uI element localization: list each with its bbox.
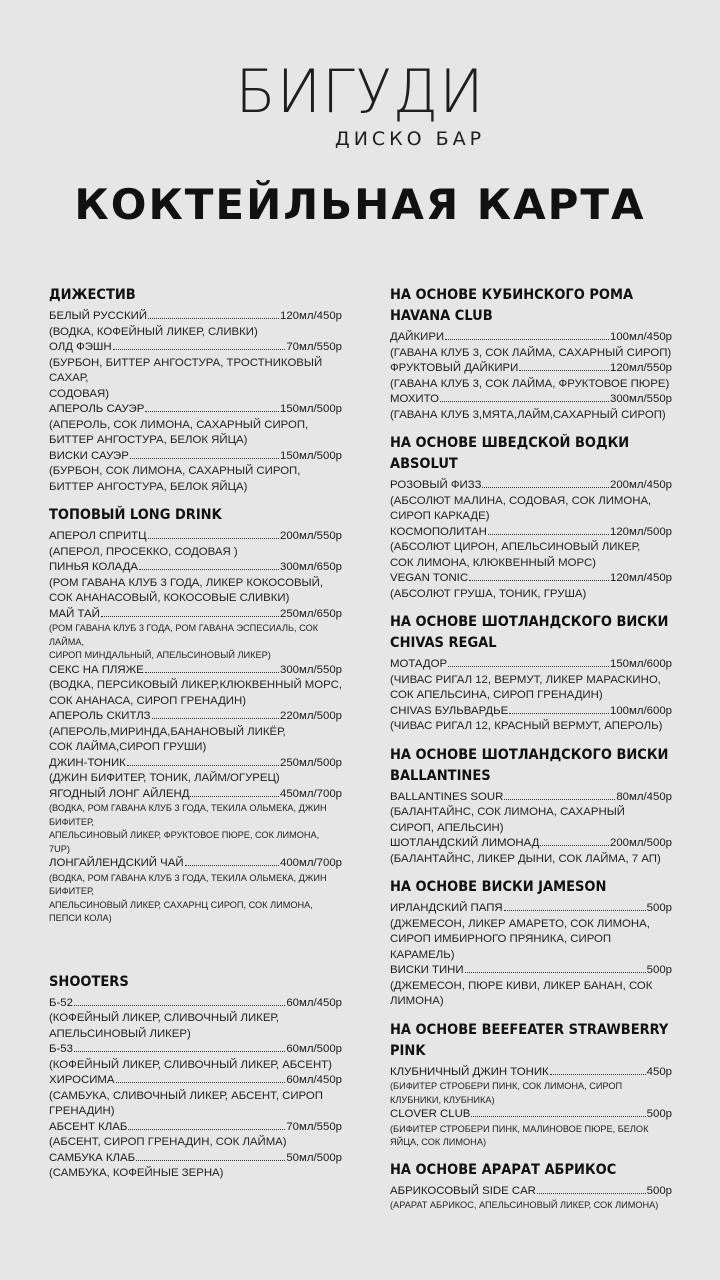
item-price: 250мл/650р [280,607,342,620]
item-name: ХИРОСИМА [49,1074,115,1086]
item-name: АБРИКОСОВЫЙ SIDE CAR [390,1184,536,1197]
menu-item [49,607,342,663]
item-description: (КОФЕЙНЫЙ ЛИКЕР, СЛИВОЧНЫЙ ЛИКЕР, [49,1012,280,1024]
section-title-line: НА ОСНОВЕ ШВЕДСКОЙ ВОДКИ ABSOLUT [390,435,630,472]
item-name: CHIVAS БУЛЬВАРДЬЕ [390,704,509,717]
item-price: 200мл/450р [610,479,672,491]
menu-item-row [49,1120,342,1136]
dot-leader [113,349,286,350]
dot-leader [145,672,279,673]
item-name: ВИСКИ ТИНИ [390,964,464,976]
item-description: (САМБУКА, СЛИВОЧНЫЙ ЛИКЕР, АБСЕНТ, СИРОП ГРЕНАДИН) [49,1089,323,1117]
section-title-line: НА ОСНОВЕ ШОТЛАНДСКОГО ВИСКИ [390,746,669,763]
menu-item [390,361,672,392]
item-description: (БУРБОН, БИТТЕР АНГОСТУРА, ТРОСТНИКОВЫЙ САХАР, [49,356,323,384]
dot-leader [101,616,279,617]
item-price: 400мл/700р [280,857,342,869]
menu-item-row [49,607,342,623]
item-price: 200мл/500р [610,837,672,849]
section-title-line: НА ОСНОВЕ ШОТЛАНДСКОГО ВИСКИ [390,614,669,630]
item-description: СИРОП КАРКАДЕ) [390,510,490,522]
item-name: ПИНЬЯ КОЛАДА [49,561,138,573]
item-price: 450мл/700р [280,787,342,800]
section-title-line: НА ОСНОВЕ АРАРАТ АБРИКОС [390,1161,617,1178]
dot-leader [116,1082,286,1083]
item-description: (АПЕРОЛ, ПРОСЕККО, СОДОВАЯ ) [49,545,238,558]
menu-section [390,877,672,1010]
page-title: КОКТЕЙЛЬНАЯ КАРТА [74,180,646,229]
item-description: СИРОП МИНДАЛЬНЫЙ, АПЕЛЬСИНОВЫЙ ЛИКЕР) [49,650,271,660]
item-price: 80мл/450р [616,790,672,803]
logo-subtitle: ДИСКО БАР [334,128,486,150]
item-name: АБСЕНТ КЛАБ [49,1120,128,1133]
menu-item-row [49,1042,342,1058]
menu-section [390,433,672,602]
item-price: 120мл/550р [610,362,672,374]
dot-leader [130,458,279,459]
item-description: (АПЕРОЛЬ, СОК ЛИМОНА, САХАРНЫЙ СИРОП, [49,418,309,431]
menu-item-row [390,525,672,541]
menu-item-row [390,963,672,979]
menu-item [49,856,342,926]
item-description: (БАЛАНТАЙНС, СОК ЛИМОНА, САХАРНЫЙ СИРОП, АПЕЛЬСИН) [390,806,625,834]
section-title [390,433,672,475]
menu-item [390,330,672,361]
menu-item [49,1151,342,1182]
menu-item [390,963,672,1010]
item-price: 500р [646,1108,672,1120]
menu-item-row [390,836,672,852]
item-description: СОК АНАНАСОВЫЙ, КОКОСОВЫЕ СЛИВКИ) [49,592,290,604]
section-title [390,1020,672,1062]
item-description: (ДЖЕМЕСОН, ПЮРЕ КИВИ, ЛИКЕР БАНАН, СОК ЛИМОНА) [390,979,653,1007]
menu-item-row [49,529,342,545]
menu-item [49,529,342,560]
item-name: ЛОНГАЙЛЕНДСКИЙ ЧАЙ [49,857,184,869]
menu-item [49,663,342,710]
item-price: 120мл/450р [610,572,672,584]
menu-item [49,1073,342,1120]
item-price: 120мл/500р [610,525,672,538]
item-name: АПЕРОЛЬ САУЭР [49,403,145,415]
menu-item-row [49,787,342,803]
menu-item-row [49,709,342,725]
menu-item-row [49,756,342,772]
item-description: (БУРБОН, СОК ЛИМОНА, САХАРНЫЙ СИРОП, [49,465,301,477]
section-spacer [49,936,342,972]
menu-item-row [49,309,342,325]
item-description: (ГАВАНА КЛУБ 3,МЯТА,ЛАЙМ,САХАРНЫЙ СИРОП) [390,408,666,421]
dot-leader [128,1129,285,1130]
menu-item [49,756,342,787]
menu-item-row [49,560,342,576]
section-title: SHOOTERS [49,973,129,990]
menu-section [390,1020,672,1150]
item-description: (АРАРАТ АБРИКОС, АПЕЛЬСИНОВЫЙ ЛИКЕР, СОК ЛИМОНА) [390,1200,659,1210]
item-price: 150мл/500р [280,449,342,462]
item-description: (АБСОЛЮТ ГРУША, ТОНИК, ГРУША) [390,587,587,600]
dot-leader [127,765,279,766]
section-title: ТОПОВЫЙ LONG DRINK [49,507,222,523]
item-description: (АБСЕНТ, СИРОП ГРЕНАДИН, СОК ЛАЙМА) [49,1136,287,1148]
section-title: ДИЖЕСТИВ [49,287,136,303]
item-price: 220мл/500р [280,710,342,722]
menu-item-row [49,856,342,872]
dot-leader [148,318,279,319]
menu-section [49,285,342,495]
item-price: 70мл/550р [286,1120,342,1133]
item-description: БИТТЕР АНГОСТУРА, БЕЛОК ЯЙЦА) [49,434,248,446]
item-description: СОДОВАЯ) [49,387,109,400]
dot-leader [448,666,609,667]
menu-section [390,612,672,735]
section-title [390,285,672,327]
logo [0,57,720,150]
item-name: КОСМОПОЛИТАН [390,525,487,538]
item-name: BALLANTINES SOUR [390,790,504,803]
menu-section [49,972,342,1182]
item-description: АПЕЛЬСИНОВЫЙ ЛИКЕР, ФРУКТОВОЕ ПЮРЕ, СОК ЛИМОНА, 7UP) [49,830,320,854]
item-price: 200мл/550р [280,530,342,542]
item-price: 60мл/450р [286,1074,342,1086]
item-price: 500р [646,964,672,976]
item-name: МОТАДОР [390,658,448,670]
dot-leader [540,845,609,846]
menu-item [390,836,672,867]
menu-item-row [49,449,342,465]
item-description: СОК ЛАЙМА,СИРОП ГРУШИ) [49,741,207,753]
item-description: (АБСОЛЮТ ЦИРОН, АПЕЛЬСИНОВЫЙ ЛИКЕР, [390,541,641,553]
item-name: САМБУКА КЛАБ [49,1151,136,1164]
dot-leader [148,538,279,539]
menu-item-row [390,1184,672,1200]
dot-leader [537,1193,646,1194]
item-price: 300мл/550р [280,663,342,676]
item-name: Б-52 [49,996,73,1009]
dot-leader [145,411,279,412]
section-title-line: BALLANTINES [390,767,491,784]
menu-item-row [49,1073,342,1089]
item-description: (ГАВАНА КЛУБ 3, СОК ЛАЙМА, САХАРНЫЙ СИРОП) [390,346,672,359]
section-title [390,745,672,787]
menu-item [390,392,672,423]
menu-item [49,996,342,1043]
menu-item [49,309,342,340]
dot-leader [465,972,646,973]
right-menu-column [390,285,672,1223]
item-description: (КОФЕЙНЫЙ ЛИКЕР, СЛИВОЧНЫЙ ЛИКЕР, АБСЕНТ) [49,1058,332,1071]
menu-item [49,449,342,496]
left-menu-column [49,285,342,1192]
item-price: 150мл/600р [610,658,672,670]
item-description: АПЕЛЬСИНОВЫЙ ЛИКЕР, САХАРНЦ СИРОП, СОК ЛИМОНА, ПЕПСИ КОЛА) [49,899,313,923]
menu-item [49,1120,342,1151]
item-name: ОЛД ФЭШН [49,341,112,353]
section-title-line: НА ОСНОВЕ КУБИНСКОГО РОМА [390,287,634,303]
dot-leader [152,718,279,719]
dot-leader [519,370,609,371]
item-name: КЛУБНИЧНЫЙ ДЖИН ТОНИК [390,1065,549,1078]
menu-item [390,1107,672,1150]
dot-leader [445,339,609,340]
menu-item [390,1184,672,1213]
menu-item [49,560,342,607]
menu-item-row [390,478,672,494]
menu-item-row [390,571,672,587]
item-description: СОК АПЕЛЬСИНА, СИРОП ГРЕНАДИН) [390,689,603,701]
item-name: ЯГОДНЫЙ ЛОНГ АЙЛЕНД [49,787,190,800]
dot-leader [469,580,609,581]
menu-item [49,709,342,756]
item-description: (АБСОЛЮТ МАЛИНА, СОДОВАЯ, СОК ЛИМОНА, [390,494,652,507]
item-description: (РОМ ГАВАНА КЛУБ 3 ГОДА, РОМ ГАВАНА ЭСПЕСИАЛЬ, СОК ЛАЙМА, [49,623,319,647]
item-price: 100мл/450р [610,331,672,343]
menu-item-row [390,330,672,346]
menu-item [49,340,342,402]
menu-item-row [390,392,672,408]
item-description: (САМБУКА, КОФЕЙНЫЕ ЗЕРНА) [49,1167,224,1179]
item-description: СОК АНАНАСА, СИРОП ГРЕНАДИН) [49,694,246,707]
item-name: CLOVER CLUB [390,1108,471,1120]
item-name: АПЕРОЛ СПРИТЦ [49,530,147,542]
menu-item-row [49,1151,342,1167]
menu-item [390,657,672,704]
item-price: 70мл/550р [286,341,342,353]
item-price: 450р [646,1065,672,1078]
item-description: (БИФИТЕР СТРОБЕРИ ПИНК, СОК ЛИМОНА, СИРОП КЛУБНИКИ, КЛУБНИКА) [390,1081,623,1105]
item-name: ВИСКИ САУЭР [49,449,129,462]
dot-leader [509,713,609,714]
item-price: 100мл/600р [610,704,672,717]
item-description: (ВОДКА, РОМ ГАВАНА КЛУБ 3 ГОДА, ТЕКИЛА ОЛЬМЕКА, ДЖИН БИФИТЕР, [49,803,327,827]
item-name: ШОТЛАНДСКИЙ ЛИМОНАД [390,837,540,849]
menu-item [49,402,342,449]
menu-item [49,1042,342,1073]
section-title-line: НА ОСНОВЕ ВИСКИ JAMESON [390,879,607,895]
section-title [390,1160,672,1181]
item-description: (ВОДКА, РОМ ГАВАНА КЛУБ 3 ГОДА, ТЕКИЛА ОЛЬМЕКА, ДЖИН БИФИТЕР, [49,872,327,896]
menu-item [390,704,672,735]
item-description: (АПЕРОЛЬ,МИРИНДА,БАНАНОВЫЙ ЛИКЁР, [49,725,286,738]
menu-item-row [49,402,342,418]
menu-section [390,745,672,868]
menu-item [390,901,672,963]
menu-item-row [390,901,672,917]
item-description: (ВОДКА, КОФЕЙНЫЙ ЛИКЕР, СЛИВКИ) [49,325,258,338]
section-title-line: HAVANA CLUB [390,308,493,324]
item-price: 500р [646,1184,672,1197]
item-description: БИТТЕР АНГОСТУРА, БЕЛОК ЯЙЦА) [49,480,248,493]
menu-section [390,1160,672,1213]
item-price: 150мл/500р [280,403,342,415]
menu-item-row [390,790,672,806]
section-title [390,612,672,654]
menu-item-row [49,996,342,1012]
item-description: (РОМ ГАВАНА КЛУБ 3 ГОДА, ЛИКЕР КОКОСОВЫЙ, [49,576,323,589]
item-price: 120мл/450р [280,310,342,322]
menu-item [49,787,342,857]
dot-leader [550,1074,646,1075]
dot-leader [136,1160,285,1161]
item-description: (ДЖИН БИФИТЕР, ТОНИК, ЛАЙМ/ОГУРЕЦ) [49,772,280,784]
section-title-line: НА ОСНОВЕ BEEFEATER STRAWBERRY PINK [390,1021,669,1059]
section-title-line: CHIVAS REGAL [390,635,497,651]
item-description: (ВОДКА, ПЕРСИКОВЫЙ ЛИКЕР,КЛЮКВЕННЫЙ МОРС, [49,679,343,691]
item-name: Б-53 [49,1043,73,1055]
dot-leader [482,487,609,488]
item-description: (ДЖЕМЕСОН, ЛИКЕР АМАРЕТО, СОК ЛИМОНА, [390,917,650,930]
menu-item-row [49,340,342,356]
dot-leader [488,534,609,535]
item-name: РОЗОВЫЙ ФИЗЗ [390,479,482,491]
item-description: (ГАВАНА КЛУБ 3, СОК ЛАЙМА, ФРУКТОВОЕ ПЮРЕ) [390,377,670,390]
menu-item [390,525,672,572]
menu-section [390,285,672,423]
item-price: 250мл/500р [280,756,342,769]
menu-item-row [390,1107,672,1123]
dot-leader [504,910,646,911]
item-price: 60мл/500р [286,1043,342,1055]
item-name: МОХИТО [390,393,439,405]
item-name: АПЕРОЛЬ СКИТЛЗ [49,710,151,722]
menu-item [390,790,672,837]
item-description: (ЧИВАС РИГАЛ 12, ВЕРМУТ, ЛИКЕР МАРАСКИНО, [390,673,661,686]
menu-item-row [390,657,672,673]
item-description: АПЕЛЬСИНОВЫЙ ЛИКЕР) [49,1027,191,1040]
dot-leader [185,865,279,866]
logo-main-text: БИГУДИ [235,57,485,127]
item-name: ДАЙКИРИ [390,331,445,343]
item-name: БЕЛЫЙ РУССКИЙ [49,310,148,322]
item-name: МАЙ ТАЙ [49,607,100,620]
item-name: VEGAN TONIC [390,572,469,584]
item-description: (БИФИТЕР СТРОБЕРИ ПИНК, МАЛИНОВОЕ ПЮРЕ, БЕЛОК ЯЙЦА, СОК ЛИМОНА) [390,1123,649,1147]
menu-item-row [49,663,342,679]
item-price: 60мл/450р [286,996,342,1009]
dot-leader [440,401,609,402]
menu-item-row [390,1065,672,1081]
item-name: ИРЛАНДСКИЙ ПАПЯ [390,902,503,914]
item-name: СЕКС НА ПЛЯЖЕ [49,663,144,676]
menu-item [390,571,672,602]
menu-item-row [390,704,672,720]
menu-section [49,505,342,926]
item-price: 300мл/550р [610,393,672,405]
item-description: СИРОП ИМБИРНОГО ПРЯНИКА, СИРОП КАРАМЕЛЬ) [390,933,612,961]
dot-leader [74,1005,285,1006]
dot-leader [504,799,615,800]
section-title [390,877,672,898]
menu-item [390,478,672,525]
dot-leader [139,569,279,570]
item-description: (ЧИВАС РИГАЛ 12, КРАСНЫЙ ВЕРМУТ, АПЕРОЛЬ) [390,720,663,732]
dot-leader [190,796,279,797]
item-name: ДЖИН-ТОНИК [49,756,126,769]
item-price: 300мл/650р [280,561,342,573]
item-description: (БАЛАНТАЙНС, ЛИКЕР ДЫНИ, СОК ЛАЙМА, 7 АП) [390,852,661,865]
menu-item [390,1065,672,1108]
item-name: ФРУКТОВЫЙ ДАЙКИРИ [390,362,519,374]
dot-leader [74,1051,285,1052]
dot-leader [471,1116,645,1117]
item-description: СОК ЛИМОНА, КЛЮКВЕННЫЙ МОРС) [390,556,596,569]
item-price: 500р [646,902,672,914]
item-price: 50мл/500р [286,1151,342,1164]
menu-item-row [390,361,672,377]
